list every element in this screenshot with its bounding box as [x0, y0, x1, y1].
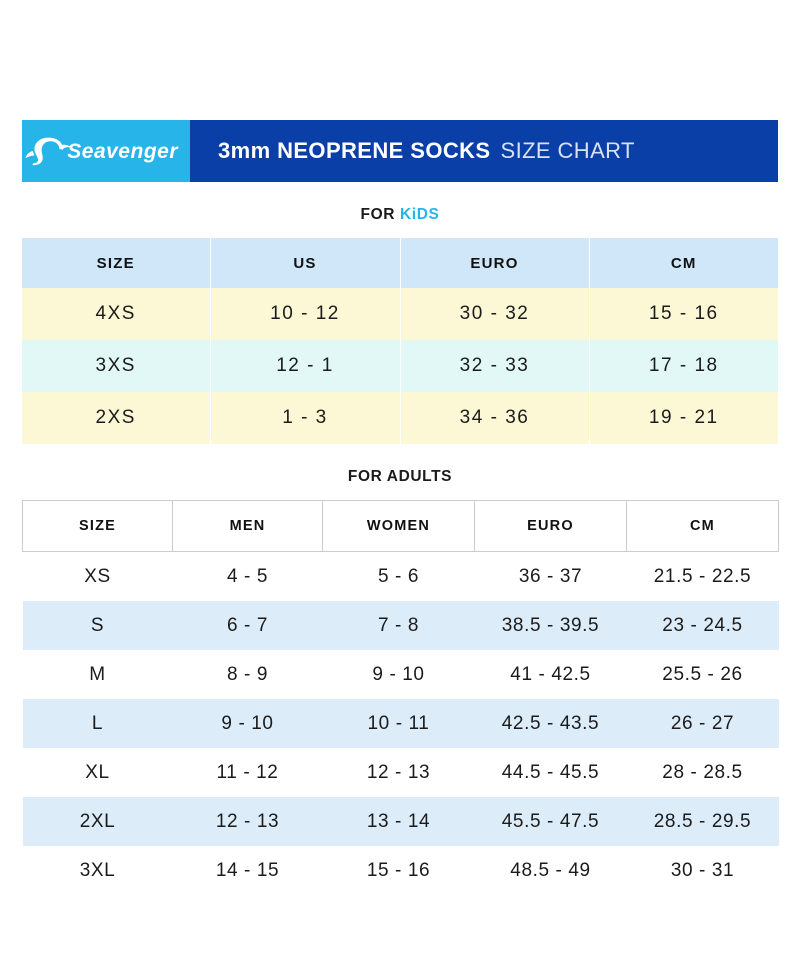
cell-euro: 48.5 - 49 — [475, 846, 627, 895]
cell-euro: 32 - 33 — [400, 340, 589, 392]
cell-us: 1 - 3 — [210, 392, 400, 444]
cell-size: L — [23, 699, 173, 748]
cell-euro: 44.5 - 45.5 — [475, 748, 627, 797]
cell-cm: 30 - 31 — [627, 846, 779, 895]
cell-cm: 15 - 16 — [589, 288, 778, 340]
kids-col-size: SIZE — [22, 238, 210, 288]
table-row — [22, 288, 778, 340]
cell-euro: 36 - 37 — [475, 552, 627, 602]
cell-women: 10 - 11 — [323, 699, 475, 748]
table-row — [23, 797, 779, 846]
chart-title-light: SIZE CHART — [500, 138, 635, 163]
cell-size: S — [23, 601, 173, 650]
cell-euro: 30 - 32 — [400, 288, 589, 340]
adults-col-women: WOMEN — [323, 501, 475, 552]
cell-size: 2XL — [23, 797, 173, 846]
kids-section-caption — [22, 206, 778, 224]
chart-title — [190, 120, 778, 182]
adults-size-table — [22, 500, 779, 895]
table-row — [22, 340, 778, 392]
cell-cm: 17 - 18 — [589, 340, 778, 392]
cell-size: 4XS — [22, 288, 210, 340]
cell-euro: 38.5 - 39.5 — [475, 601, 627, 650]
table-row — [22, 392, 778, 444]
cell-men: 12 - 13 — [173, 797, 323, 846]
cell-cm: 21.5 - 22.5 — [627, 552, 779, 602]
cell-us: 10 - 12 — [210, 288, 400, 340]
kids-col-cm: CM — [589, 238, 778, 288]
cell-euro: 42.5 - 43.5 — [475, 699, 627, 748]
cell-cm: 23 - 24.5 — [627, 601, 779, 650]
kids-col-us: US — [210, 238, 400, 288]
cell-size: M — [23, 650, 173, 699]
adults-col-size: SIZE — [23, 501, 173, 552]
cell-cm: 28 - 28.5 — [627, 748, 779, 797]
cell-euro: 41 - 42.5 — [475, 650, 627, 699]
table-row — [23, 748, 779, 797]
cell-men: 4 - 5 — [173, 552, 323, 602]
cell-size: 3XL — [23, 846, 173, 895]
cell-cm: 25.5 - 26 — [627, 650, 779, 699]
cell-men: 14 - 15 — [173, 846, 323, 895]
cell-women: 15 - 16 — [323, 846, 475, 895]
brand-logo-block — [22, 120, 190, 182]
cell-cm: 26 - 27 — [627, 699, 779, 748]
adults-col-cm: CM — [627, 501, 779, 552]
cell-size: XL — [23, 748, 173, 797]
kids-caption-accent: KiDS — [400, 206, 440, 223]
chart-title-strong: 3mm NEOPRENE SOCKS — [218, 138, 491, 163]
cell-women: 12 - 13 — [323, 748, 475, 797]
cell-euro: 45.5 - 47.5 — [475, 797, 627, 846]
cell-women: 13 - 14 — [323, 797, 475, 846]
cell-size: 2XS — [22, 392, 210, 444]
adults-col-men: MEN — [173, 501, 323, 552]
kids-col-euro: EURO — [400, 238, 589, 288]
table-header-row — [22, 238, 778, 288]
cell-us: 12 - 1 — [210, 340, 400, 392]
adults-col-euro: EURO — [475, 501, 627, 552]
cell-cm: 19 - 21 — [589, 392, 778, 444]
cell-men: 9 - 10 — [173, 699, 323, 748]
cell-cm: 28.5 - 29.5 — [627, 797, 779, 846]
kids-size-table — [22, 238, 778, 444]
adults-section-caption: FOR ADULTS — [347, 468, 453, 485]
table-row — [23, 601, 779, 650]
cell-size: XS — [23, 552, 173, 602]
cell-women: 9 - 10 — [323, 650, 475, 699]
cell-euro: 34 - 36 — [400, 392, 589, 444]
cell-men: 8 - 9 — [173, 650, 323, 699]
cell-women: 5 - 6 — [323, 552, 475, 602]
kids-caption-prefix: FOR — [360, 206, 396, 223]
table-row — [23, 552, 779, 602]
cell-size: 3XS — [22, 340, 210, 392]
table-row — [23, 699, 779, 748]
cell-men: 11 - 12 — [173, 748, 323, 797]
cell-women: 7 - 8 — [323, 601, 475, 650]
brand-name: Seavenger — [67, 139, 178, 163]
table-row — [23, 846, 779, 895]
header-banner — [22, 120, 778, 182]
cell-men: 6 - 7 — [173, 601, 323, 650]
table-header-row — [23, 501, 779, 552]
table-row — [23, 650, 779, 699]
